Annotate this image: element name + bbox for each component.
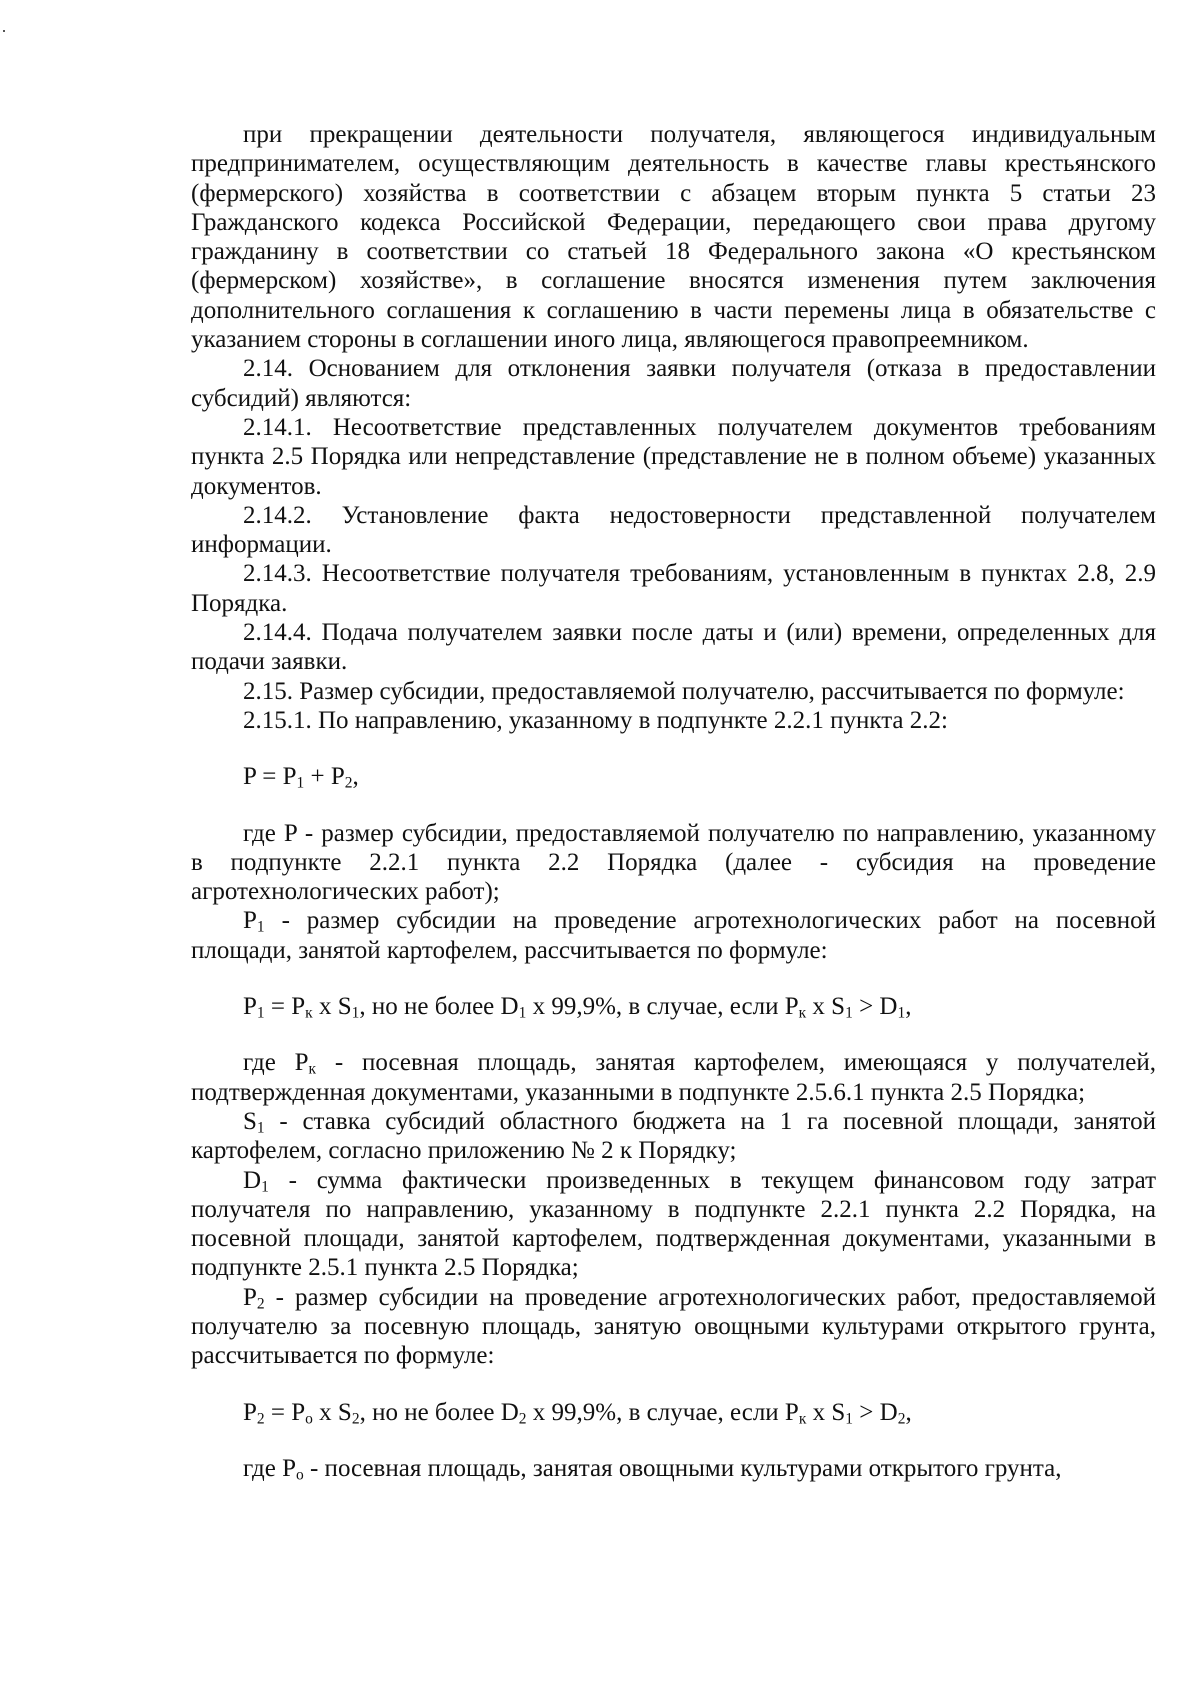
paragraph-2-15: 2.15. Размер субсидии, предоставляемой получателю, рассчитывается по формуле:: [243, 677, 1125, 705]
definition-pk: где $P_к$ - посевная площадь, занятая картофелем, имеющаяся у получателей, подтвержденная документами, указанными в подпункте 2.5.6.1 пункта 2.5 Порядка;: [191, 1049, 1156, 1106]
formula-p-total: $P = P_1 + P_2$,: [243, 763, 359, 792]
paragraph-succession: при прекращении деятельности получателя, являющегося индивидуальным предпринимателем, осуществляющим деятельность в качестве главы крестьянского (фермерского) хозяйства в соответствии с абзацем вторым пункта 5 статьи 23 Гражданского кодекса Российской Федерации, передающего свои права другому гражданину в соответствии со статьей 18 Федерального закона «О крестьянском (фермерском) хозяйстве», в соглашение вносятся изменения путем заключения дополнительного соглашения к соглашению в части перемены лица в обязательстве с указанием стороны в соглашении иного лица, являющегося правопреемником.: [191, 121, 1156, 354]
definition-s1: $S_1$ - ставка субсидий областного бюджета на 1 га посевной площади, занятой картофелем, согласно приложению № 2 к Порядку;: [191, 1107, 1156, 1165]
document-body: [191, 120, 1156, 1483]
formula-p2: $P_2 = P_o$ x $S_2$, но не более $D_2$ x 99,9%, в случае, если $P_к$ x $S_1 > D_2$,: [243, 1398, 912, 1427]
definition-p2: $P_2$ - размер субсидии на проведение агротехнологических работ, предоставляемой получателю за посевную площадь, занятую овощными культурами открытого грунта, рассчитывается по формуле:: [191, 1283, 1156, 1370]
definition-p: где P - размер субсидии, предоставляемой получателю по направлению, указанному в подпункте 2.2.1 пункта 2.2 Порядка (далее - субсидия на проведение агротехнологических работ);: [191, 819, 1156, 906]
paragraph-2-14-1: 2.14.1. Несоответствие представленных получателем документов требованиям пункта 2.5 Порядка или непредставление (представление не в полном объеме) указанных документов.: [191, 413, 1156, 500]
definition-p1: $P_1$ - размер субсидии на проведение агротехнологических работ на посевной площади, занятой картофелем, рассчитывается по формуле:: [191, 907, 1156, 964]
paragraph-2-14: 2.14. Основанием для отклонения заявки получателя (отказа в предоставлении субсидий) являются:: [191, 355, 1156, 412]
scan-speck: [3, 30, 5, 32]
definition-d1: $D_1$ - сумма фактически произведенных в текущем финансовом году затрат получателя по направлению, указанному в подпункте 2.2.1 пункта 2.2 Порядка, на посевной площади, занятой картофелем, подтвержденная документами, указанными в подпункте 2.5.1 пункта 2.5 Порядка;: [191, 1166, 1156, 1282]
paragraph-2-14-4: 2.14.4. Подача получателем заявки после даты и (или) времени, определенных для подачи заявки.: [191, 619, 1156, 676]
formula-p1: $P_1 = P_к$ x $S_1$, но не более $D_1$ x 99,9%, в случае, если $P_к$ x $S_1 > D_1$,: [243, 993, 912, 1022]
paragraph-2-14-2: 2.14.2. Установление факта недостоверности представленной получателем информации.: [191, 501, 1156, 559]
definition-po: где $P_o$ - посевная площадь, занятая овощными культурами открытого грунта,: [243, 1454, 1062, 1484]
paragraph-2-15-1: 2.15.1. По направлению, указанному в подпункте 2.2.1 пункта 2.2:: [243, 706, 948, 734]
paragraph-2-14-3: 2.14.3. Несоответствие получателя требованиям, установленным в пунктах 2.8, 2.9 Порядка.: [191, 560, 1156, 617]
